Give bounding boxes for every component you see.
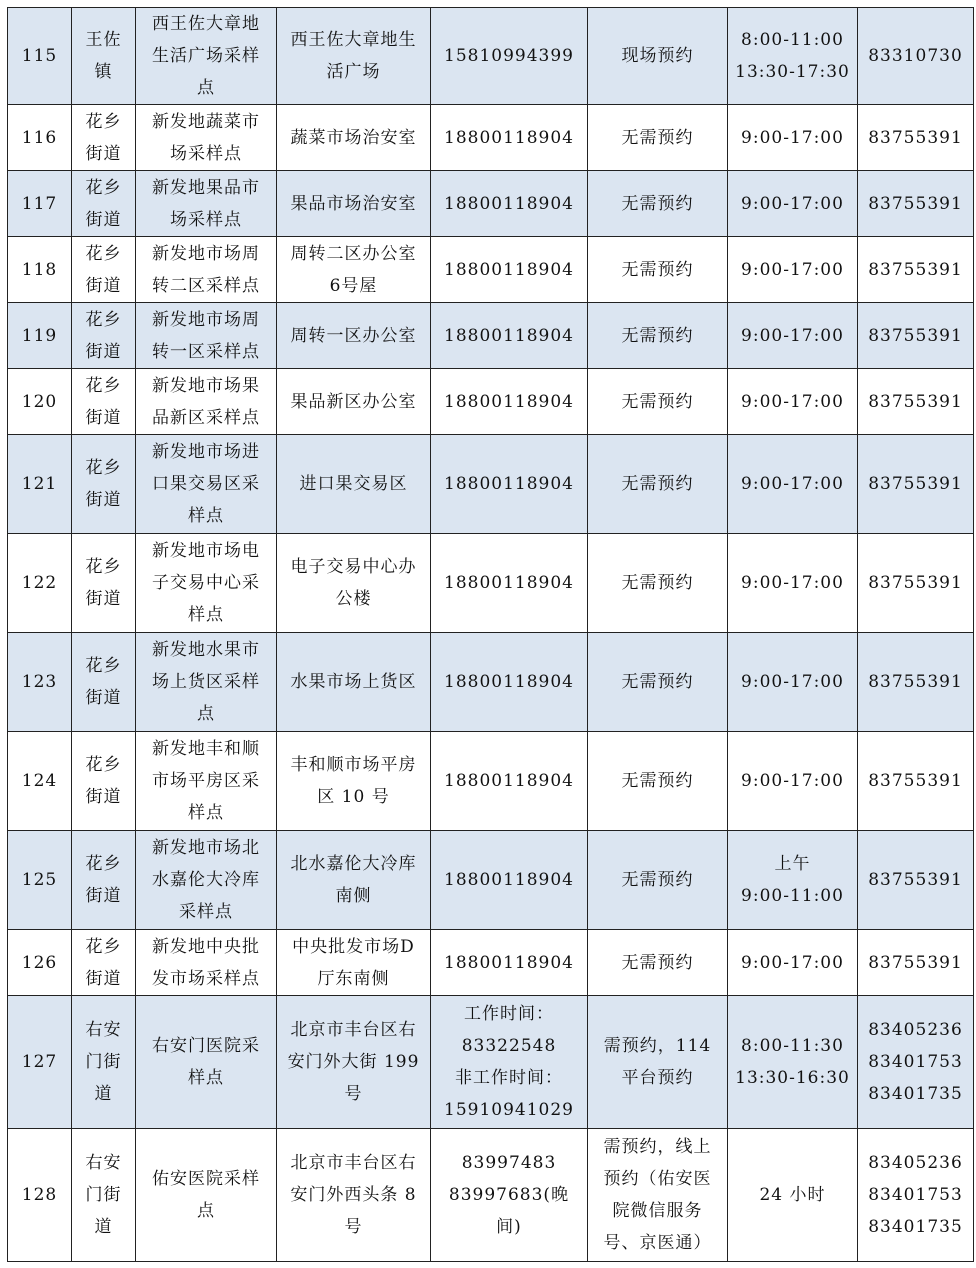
town-cell-line: 街道 <box>85 787 122 807</box>
town-cell-line: 花乡 <box>85 755 122 775</box>
appointment-cell-line: 无需预约 <box>621 573 694 593</box>
location-cell <box>277 996 431 1129</box>
appointment-cell-line: 无需预约 <box>621 952 694 973</box>
site-name-cell <box>136 8 277 105</box>
site-name-cell-line: 水嘉伦大冷库 <box>152 870 260 890</box>
phone-cell-line: 18800118904 <box>444 573 574 593</box>
contact-cell <box>858 930 974 996</box>
row-number: 119 <box>8 303 72 369</box>
table-row <box>8 831 974 930</box>
contact-cell-line: 83401753 <box>868 1185 963 1205</box>
town-cell <box>72 303 136 369</box>
phone-cell-line: 83997683(晚间) <box>448 1185 570 1237</box>
phone-cell-line: 18800118904 <box>444 391 574 412</box>
town-cell-line: 花乡 <box>85 936 122 957</box>
town-cell <box>72 435 136 534</box>
site-name-cell-line: 新发地蔬菜市 <box>152 111 260 132</box>
town-cell-line: 花乡 <box>85 177 122 198</box>
phone-cell-line: 15810994399 <box>444 46 574 66</box>
site-name-cell-line: 右安门医院采 <box>152 1036 260 1056</box>
contact-cell-line: 83755391 <box>868 325 963 346</box>
site-name-cell-line: 新发地市场电 <box>152 541 260 561</box>
appointment-cell-line: 需预约，114 <box>603 1036 712 1056</box>
contact-cell-line: 83755391 <box>868 259 963 280</box>
location-cell <box>277 534 431 633</box>
town-cell-line: 街道 <box>85 275 122 296</box>
town-cell <box>72 105 136 171</box>
location-cell <box>277 8 431 105</box>
contact-cell-line: 83310730 <box>868 46 963 66</box>
row-number: 124 <box>8 732 72 831</box>
site-name-cell-line: 场采样点 <box>170 209 242 230</box>
contact-cell <box>858 303 974 369</box>
table-row <box>8 369 974 435</box>
location-cell-line: 蔬菜市场治安室 <box>290 127 417 148</box>
town-cell-line: 右安 <box>85 1153 122 1173</box>
row-number: 126 <box>8 930 72 996</box>
town-cell <box>72 534 136 633</box>
location-cell-line: 安门外大街 199 <box>287 1052 420 1072</box>
location-cell-line: 北京市丰台区右 <box>290 1020 417 1040</box>
hours-cell <box>728 633 858 732</box>
contact-cell <box>858 237 974 303</box>
site-name-cell-line: 转二区采样点 <box>152 275 260 296</box>
phone-cell <box>431 435 588 534</box>
phone-cell-line: 非工作时间： <box>455 1068 563 1088</box>
site-name-cell <box>136 831 277 930</box>
location-cell-line: 厅东南侧 <box>317 968 390 989</box>
contact-cell <box>858 732 974 831</box>
site-name-cell-line: 新发地市场周 <box>152 309 260 330</box>
hours-cell <box>728 303 858 369</box>
hours-cell <box>728 105 858 171</box>
location-cell <box>277 732 431 831</box>
table-row <box>8 8 974 105</box>
appointment-cell-line: 无需预约 <box>621 259 694 280</box>
table-row <box>8 171 974 237</box>
phone-cell <box>431 1129 588 1262</box>
appointment-cell-line: 无需预约 <box>621 127 694 148</box>
site-name-cell <box>136 303 277 369</box>
row-number: 120 <box>8 369 72 435</box>
phone-cell-line: 18800118904 <box>444 952 574 973</box>
location-cell-line: 果品市场治安室 <box>290 193 417 214</box>
appointment-cell-line: 无需预约 <box>621 870 694 890</box>
town-cell-line: 道 <box>94 1084 113 1104</box>
town-cell-line: 门街 <box>85 1052 122 1072</box>
town-cell <box>72 237 136 303</box>
site-name-cell-line: 样点 <box>188 506 224 526</box>
hours-cell-line: 9:00-17:00 <box>741 771 844 791</box>
phone-cell <box>431 303 588 369</box>
location-cell-line: 果品新区办公室 <box>290 391 417 412</box>
table-row <box>8 633 974 732</box>
town-cell-line: 街道 <box>85 209 122 230</box>
site-name-cell <box>136 633 277 732</box>
hours-cell-line: 8:00-11:30 <box>741 1036 844 1056</box>
location-cell <box>277 633 431 732</box>
appointment-cell <box>588 171 728 237</box>
row-number: 128 <box>8 1129 72 1262</box>
site-name-cell-line: 样点 <box>188 803 224 823</box>
hours-cell-line: 8:00-11:00 <box>741 30 844 50</box>
site-name-cell-line: 点 <box>197 1201 215 1221</box>
town-cell <box>72 996 136 1129</box>
town-cell <box>72 369 136 435</box>
contact-cell-line: 83755391 <box>868 391 963 412</box>
location-cell-line: 区 10 号 <box>317 787 390 807</box>
town-cell-line: 门街 <box>85 1185 122 1205</box>
location-cell-line: 号 <box>344 1084 363 1104</box>
hours-cell-line: 13:30-17:30 <box>735 62 850 82</box>
row-number: 122 <box>8 534 72 633</box>
hours-cell <box>728 732 858 831</box>
contact-cell-line: 83755391 <box>868 193 963 214</box>
hours-cell-line: 9:00-17:00 <box>741 672 844 692</box>
contact-cell-line: 83755391 <box>868 952 963 973</box>
sampling-site-table <box>7 7 974 1262</box>
table-row <box>8 996 974 1129</box>
town-cell-line: 花乡 <box>85 557 122 577</box>
appointment-cell-line: 无需预约 <box>621 193 694 214</box>
phone-cell <box>431 930 588 996</box>
site-name-cell-line: 新发地市场果 <box>152 375 260 396</box>
hours-cell-line: 9:00-17:00 <box>741 391 844 412</box>
contact-cell <box>858 435 974 534</box>
table-row <box>8 534 974 633</box>
row-number: 125 <box>8 831 72 930</box>
location-cell-line: 活广场 <box>326 62 381 82</box>
hours-cell <box>728 996 858 1129</box>
site-name-cell-line: 新发地果品市 <box>152 177 260 198</box>
contact-cell-line: 83401735 <box>868 1217 963 1237</box>
town-cell <box>72 732 136 831</box>
town-cell-line: 街道 <box>85 589 122 609</box>
phone-cell-line: 18800118904 <box>444 193 574 214</box>
location-cell <box>277 930 431 996</box>
appointment-cell-line: 院微信服务 <box>612 1201 703 1221</box>
town-cell-line: 花乡 <box>85 458 122 478</box>
town-cell-line: 街道 <box>85 407 122 428</box>
phone-cell-line: 83997483 <box>461 1153 557 1173</box>
hours-cell-line: 上午 <box>774 854 811 874</box>
phone-cell <box>431 996 588 1129</box>
appointment-cell <box>588 303 728 369</box>
site-name-cell-line: 转一区采样点 <box>152 341 260 362</box>
location-cell <box>277 171 431 237</box>
phone-cell <box>431 831 588 930</box>
location-cell-line: 北京市丰台区右 <box>290 1153 417 1173</box>
appointment-cell <box>588 237 728 303</box>
town-cell-line: 花乡 <box>85 656 122 676</box>
town-cell-line: 花乡 <box>85 375 122 396</box>
table-body <box>8 8 974 1262</box>
town-cell <box>72 171 136 237</box>
contact-cell <box>858 996 974 1129</box>
appointment-cell-line: 平台预约 <box>621 1068 694 1088</box>
hours-cell-line: 9:00-17:00 <box>741 474 844 494</box>
town-cell-line: 花乡 <box>85 111 122 132</box>
site-name-cell-line: 场采样点 <box>170 143 242 164</box>
phone-cell <box>431 534 588 633</box>
site-name-cell-line: 新发地市场周 <box>152 243 260 264</box>
hours-cell-line: 9:00-17:00 <box>741 573 844 593</box>
phone-cell-line: 83322548 <box>461 1036 557 1056</box>
location-cell-line: 中央批发市场D <box>292 936 415 957</box>
location-cell-line: 号 <box>344 1217 363 1237</box>
table-row <box>8 1129 974 1262</box>
town-cell-line: 街道 <box>85 886 122 906</box>
hours-cell-line: 24 小时 <box>759 1185 826 1205</box>
contact-cell-line: 83755391 <box>868 127 963 148</box>
hours-cell <box>728 171 858 237</box>
town-cell-line: 道 <box>94 1217 113 1237</box>
location-cell-line: 北水嘉伦大冷库 <box>290 854 417 874</box>
row-number: 127 <box>8 996 72 1129</box>
hours-cell <box>728 534 858 633</box>
town-cell-line: 镇 <box>94 62 113 82</box>
location-cell <box>277 435 431 534</box>
appointment-cell <box>588 369 728 435</box>
hours-cell-line: 9:00-17:00 <box>741 193 844 214</box>
hours-cell <box>728 369 858 435</box>
contact-cell-line: 83401735 <box>868 1084 963 1104</box>
town-cell <box>72 831 136 930</box>
contact-cell-line: 83755391 <box>868 672 963 692</box>
contact-cell-line: 83405236 <box>868 1153 963 1173</box>
site-name-cell-line: 样点 <box>188 1068 224 1088</box>
site-name-cell <box>136 996 277 1129</box>
row-number: 121 <box>8 435 72 534</box>
contact-cell <box>858 534 974 633</box>
town-cell-line: 右安 <box>85 1020 122 1040</box>
location-cell-line: 西王佐大章地生 <box>290 30 417 50</box>
hours-cell-line: 9:00-17:00 <box>741 325 844 346</box>
location-cell-line: 丰和顺市场平房 <box>290 755 417 775</box>
phone-cell-line: 18800118904 <box>444 870 574 890</box>
town-cell <box>72 8 136 105</box>
town-cell <box>72 1129 136 1262</box>
appointment-cell <box>588 732 728 831</box>
location-cell-line: 电子交易中心办 <box>290 557 417 577</box>
site-name-cell-line: 子交易中心采 <box>152 573 260 593</box>
phone-cell-line: 18800118904 <box>444 325 574 346</box>
site-name-cell-line: 点 <box>197 704 215 724</box>
hours-cell <box>728 8 858 105</box>
appointment-cell <box>588 633 728 732</box>
town-cell-line: 街道 <box>85 341 122 362</box>
town-cell-line: 花乡 <box>85 309 122 330</box>
site-name-cell-line: 品新区采样点 <box>152 407 260 428</box>
appointment-cell-line: 预约（佑安医 <box>603 1169 712 1189</box>
appointment-cell-line: 无需预约 <box>621 325 694 346</box>
contact-cell <box>858 1129 974 1262</box>
contact-cell <box>858 105 974 171</box>
site-name-cell-line: 新发地丰和顺 <box>152 739 260 759</box>
hours-cell-line: 9:00-17:00 <box>741 952 844 973</box>
site-name-cell-line: 发市场采样点 <box>152 968 260 989</box>
phone-cell-line: 18800118904 <box>444 672 574 692</box>
phone-cell-line: 18800118904 <box>444 474 574 494</box>
site-name-cell-line: 新发地中央批 <box>152 936 260 957</box>
location-cell <box>277 105 431 171</box>
hours-cell <box>728 930 858 996</box>
table-row <box>8 303 974 369</box>
appointment-cell <box>588 831 728 930</box>
location-cell-line: 南侧 <box>335 886 372 906</box>
hours-cell-line: 13:30-16:30 <box>735 1068 850 1088</box>
site-name-cell <box>136 732 277 831</box>
appointment-cell <box>588 534 728 633</box>
table-row <box>8 105 974 171</box>
table-row <box>8 930 974 996</box>
contact-cell <box>858 8 974 105</box>
appointment-cell-line: 无需预约 <box>621 771 694 791</box>
contact-cell <box>858 171 974 237</box>
site-name-cell-line: 新发地市场进 <box>152 442 260 462</box>
site-name-cell <box>136 1129 277 1262</box>
site-name-cell-line: 场上货区采样 <box>152 672 260 692</box>
location-cell-line: 周转一区办公室 <box>290 325 417 346</box>
hours-cell <box>728 435 858 534</box>
location-cell <box>277 237 431 303</box>
location-cell-line: 安门外西头条 8 <box>290 1185 417 1205</box>
phone-cell <box>431 732 588 831</box>
phone-cell-line: 15910941029 <box>444 1100 574 1120</box>
site-name-cell-line: 点 <box>197 78 215 98</box>
site-name-cell <box>136 369 277 435</box>
town-cell-line: 街道 <box>85 143 122 164</box>
site-name-cell-line: 生活广场采样 <box>152 46 260 66</box>
site-table-wrapper <box>7 7 974 1262</box>
town-cell-line: 街道 <box>85 968 122 989</box>
location-cell <box>277 303 431 369</box>
phone-cell <box>431 105 588 171</box>
phone-cell <box>431 237 588 303</box>
location-cell <box>277 1129 431 1262</box>
phone-cell <box>431 8 588 105</box>
phone-cell-line: 18800118904 <box>444 127 574 148</box>
appointment-cell <box>588 996 728 1129</box>
appointment-cell <box>588 105 728 171</box>
location-cell <box>277 831 431 930</box>
location-cell-line: 进口果交易区 <box>299 474 408 494</box>
appointment-cell <box>588 8 728 105</box>
hours-cell-line: 9:00-17:00 <box>741 259 844 280</box>
phone-cell-line: 工作时间： <box>464 1004 554 1024</box>
location-cell-line: 6号屋 <box>329 275 378 296</box>
location-cell <box>277 369 431 435</box>
site-name-cell-line: 佑安医院采样 <box>152 1169 260 1189</box>
contact-cell <box>858 831 974 930</box>
site-name-cell-line: 采样点 <box>179 902 233 922</box>
phone-cell <box>431 633 588 732</box>
hours-cell <box>728 831 858 930</box>
site-name-cell <box>136 171 277 237</box>
town-cell <box>72 930 136 996</box>
hours-cell-line: 9:00-11:00 <box>741 886 844 906</box>
contact-cell-line: 83755391 <box>868 573 963 593</box>
town-cell-line: 街道 <box>85 490 122 510</box>
location-cell-line: 公楼 <box>335 589 372 609</box>
row-number: 117 <box>8 171 72 237</box>
town-cell-line: 花乡 <box>85 243 122 264</box>
row-number: 116 <box>8 105 72 171</box>
site-name-cell-line: 样点 <box>188 605 224 625</box>
table-row <box>8 732 974 831</box>
appointment-cell-line: 需预约，线上 <box>603 1137 712 1157</box>
site-name-cell-line: 市场平房区采 <box>152 771 260 791</box>
phone-cell <box>431 369 588 435</box>
contact-cell-line: 83401753 <box>868 1052 963 1072</box>
phone-cell <box>431 171 588 237</box>
appointment-cell <box>588 435 728 534</box>
site-name-cell <box>136 435 277 534</box>
site-name-cell <box>136 105 277 171</box>
site-name-cell <box>136 534 277 633</box>
table-row <box>8 237 974 303</box>
town-cell-line: 花乡 <box>85 854 122 874</box>
location-cell-line: 周转二区办公室 <box>290 243 417 264</box>
site-name-cell-line: 口果交易区采 <box>152 474 260 494</box>
appointment-cell-line: 现场预约 <box>621 46 694 66</box>
contact-cell <box>858 369 974 435</box>
town-cell-line: 王佐 <box>85 30 122 50</box>
contact-cell-line: 83405236 <box>868 1020 963 1040</box>
contact-cell-line: 83755391 <box>868 474 963 494</box>
appointment-cell <box>588 930 728 996</box>
contact-cell-line: 83755391 <box>868 771 963 791</box>
appointment-cell-line: 无需预约 <box>621 672 694 692</box>
location-cell-line: 水果市场上货区 <box>290 672 417 692</box>
site-name-cell-line: 西王佐大章地 <box>152 14 260 34</box>
site-name-cell-line: 新发地水果市 <box>152 640 260 660</box>
site-name-cell <box>136 930 277 996</box>
site-name-cell-line: 新发地市场北 <box>152 838 260 858</box>
appointment-cell-line: 无需预约 <box>621 391 694 412</box>
row-number: 123 <box>8 633 72 732</box>
hours-cell-line: 9:00-17:00 <box>741 127 844 148</box>
phone-cell-line: 18800118904 <box>444 771 574 791</box>
row-number: 118 <box>8 237 72 303</box>
hours-cell <box>728 1129 858 1262</box>
table-row <box>8 435 974 534</box>
row-number: 115 <box>8 8 72 105</box>
hours-cell <box>728 237 858 303</box>
appointment-cell-line: 号、京医通） <box>603 1233 712 1253</box>
site-name-cell <box>136 237 277 303</box>
contact-cell-line: 83755391 <box>868 870 963 890</box>
town-cell <box>72 633 136 732</box>
appointment-cell <box>588 1129 728 1262</box>
contact-cell <box>858 633 974 732</box>
town-cell-line: 街道 <box>85 688 122 708</box>
appointment-cell-line: 无需预约 <box>621 474 694 494</box>
phone-cell-line: 18800118904 <box>444 259 574 280</box>
